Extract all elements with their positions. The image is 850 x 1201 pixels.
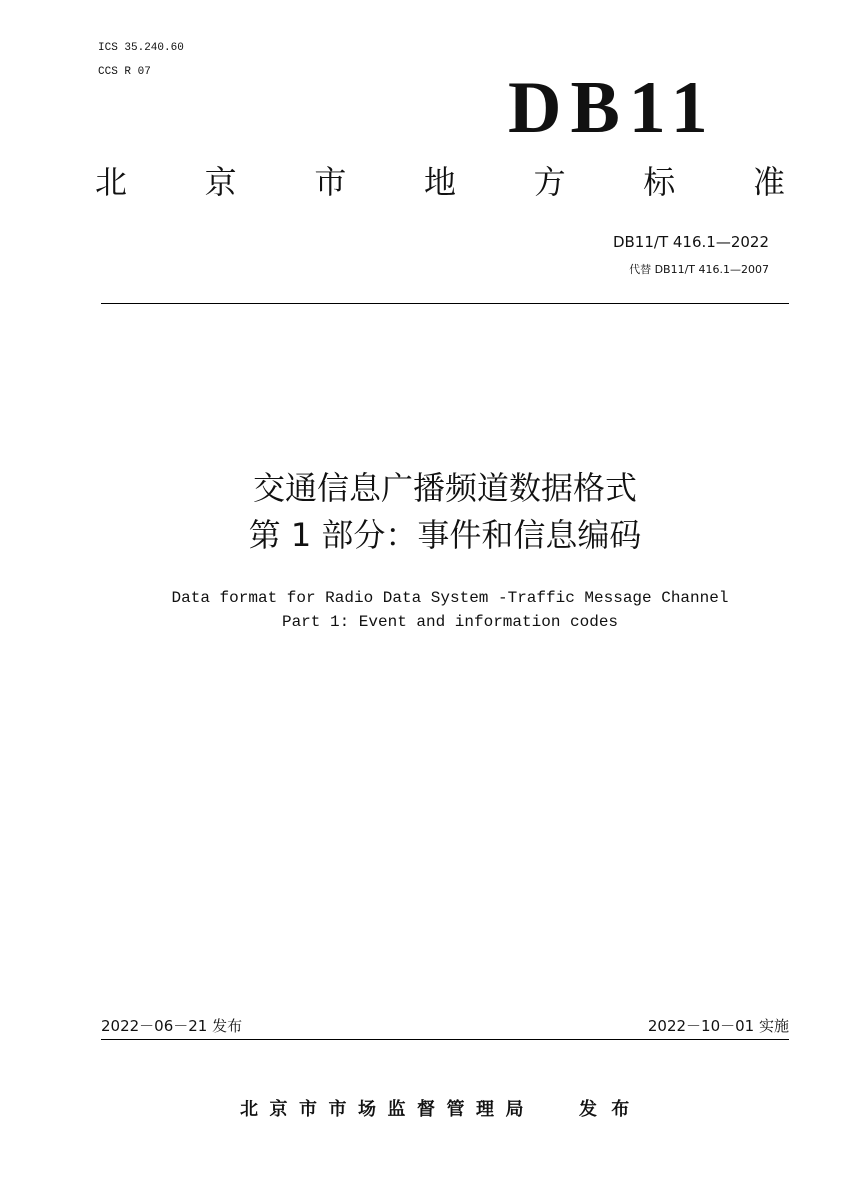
implement-date: 2022－10－01 实施 [647, 1017, 789, 1035]
standard-type-heading [95, 162, 785, 202]
ccs-code: CCS R 07 [98, 66, 151, 78]
standard-type-char: 准 [752, 163, 785, 201]
title-english-line-1: Data format for Radio Data System -Traffic Message Channel [171, 589, 729, 607]
standard-number: DB11/T 416.1—2022 [612, 233, 769, 251]
standard-logo: DB11 [508, 67, 717, 149]
footer-divider [101, 1039, 789, 1040]
standard-type-char: 京 [204, 163, 237, 201]
standard-type-char: 方 [533, 163, 566, 201]
issuer-name: 北京市市场监督管理局 [240, 1099, 535, 1120]
issuer-action: 发 布 [579, 1099, 634, 1120]
ics-code: ICS 35.240.60 [98, 42, 184, 54]
header-divider [101, 303, 789, 304]
title-chinese-line-1: 交通信息广播频道数据格式 [252, 469, 637, 507]
standard-type-char: 北 [95, 163, 128, 201]
title-chinese-line-2: 第 1 部分：事件和信息编码 [248, 516, 642, 554]
standard-type-char: 地 [423, 163, 456, 201]
title-english-line-2: Part 1: Event and information codes [281, 613, 619, 631]
standard-type-char: 标 [643, 163, 676, 201]
replaces-standard: 代替 DB11/T 416.1—2007 [629, 263, 769, 276]
standard-type-char: 市 [314, 163, 347, 201]
publish-date: 2022－06－21 发布 [101, 1017, 243, 1035]
